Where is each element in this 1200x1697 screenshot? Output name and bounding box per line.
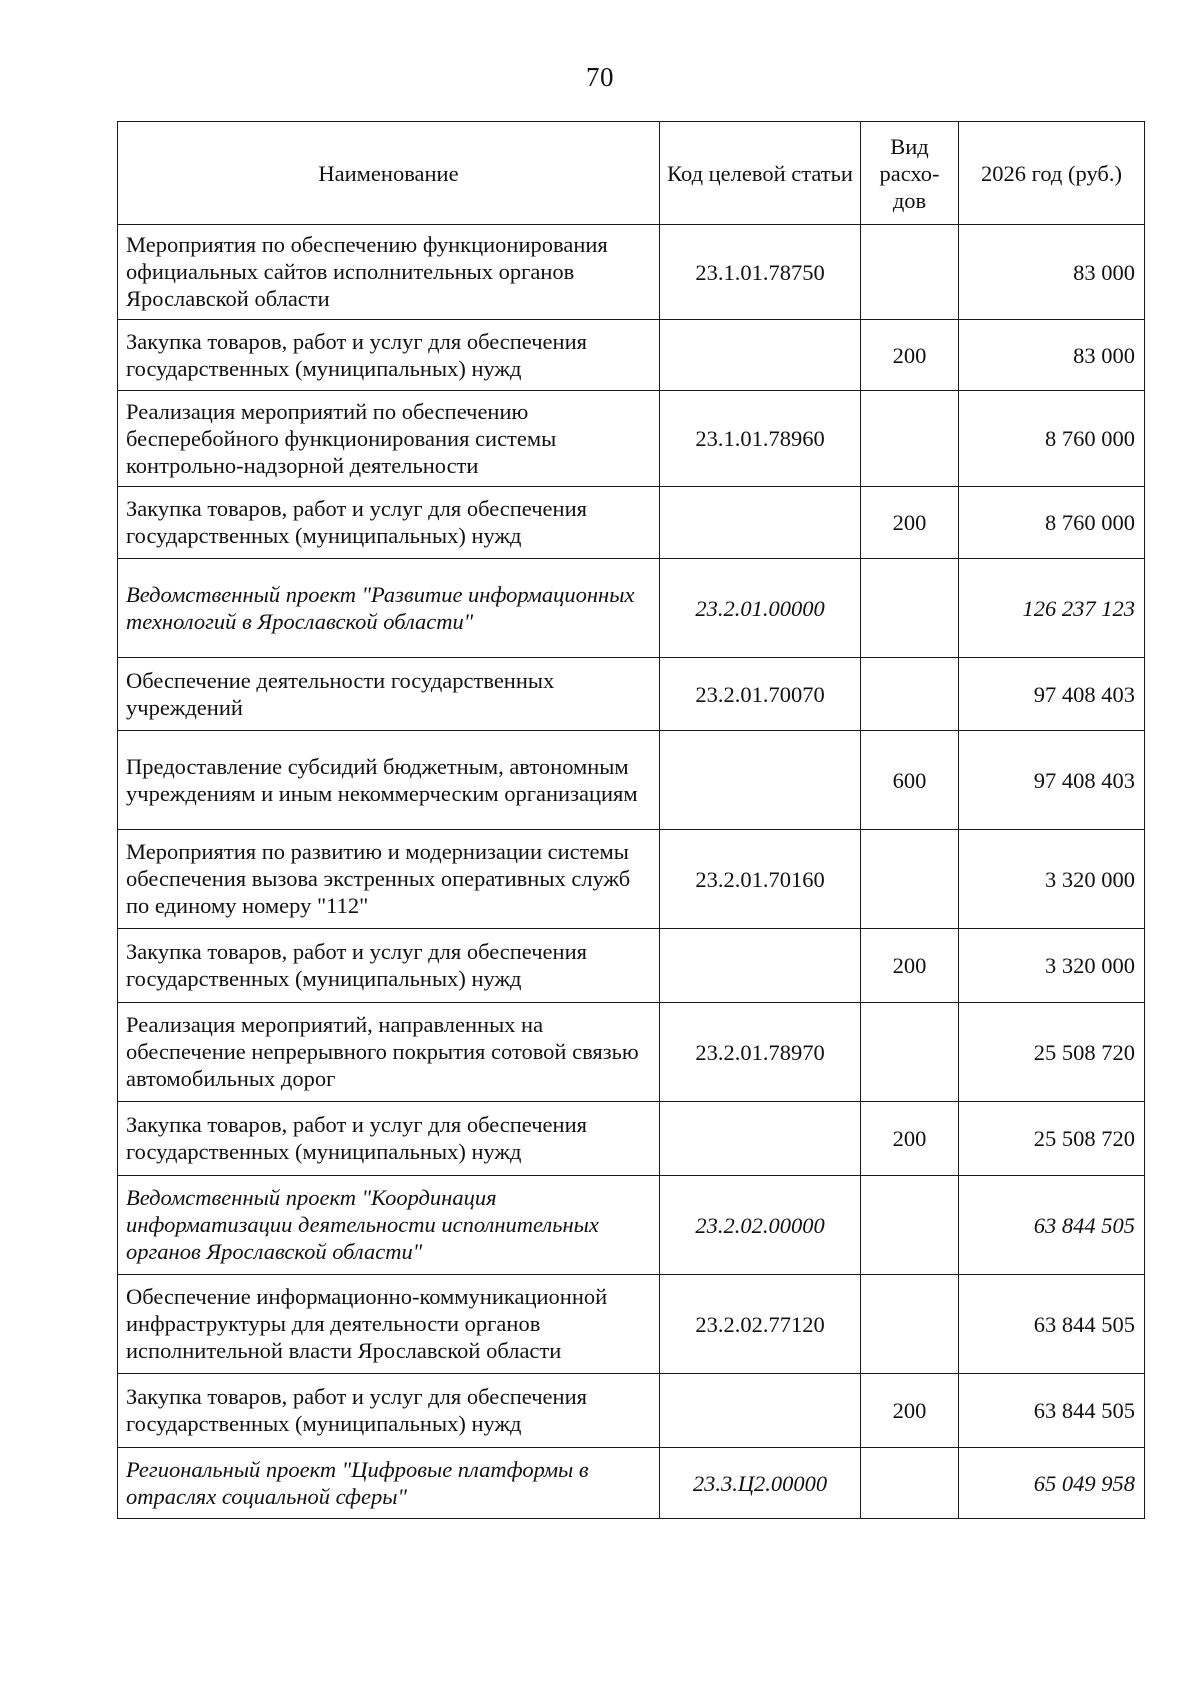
table-row [118,1176,1145,1275]
row-name: Ведомственный проект "Координация информатизации деятельности исполнительных органов Ярославской области" [118,1176,660,1275]
table-row [118,929,1145,1003]
row-code: 23.2.02.00000 [660,1176,861,1275]
table-row [118,658,1145,731]
row-kind [861,830,959,929]
row-kind: 200 [861,320,959,391]
row-code: 23.2.01.70070 [660,658,861,731]
row-name: Ведомственный проект "Развитие информационных технологий в Ярославской области" [118,559,660,658]
page-number: 70 [586,62,614,92]
row-name: Предоставление субсидий бюджетным, автономным учреждениям и иным некоммерческим организациям [118,731,660,830]
header-name: Наименование [118,122,660,225]
row-sum: 3 320 000 [959,830,1145,929]
row-sum: 126 237 123 [959,559,1145,658]
row-sum: 83 000 [959,320,1145,391]
row-sum: 63 844 505 [959,1176,1145,1275]
table-row [118,1003,1145,1102]
row-code [660,487,861,559]
row-kind [861,658,959,731]
row-code: 23.3.Ц2.00000 [660,1448,861,1519]
row-sum: 3 320 000 [959,929,1145,1003]
row-sum: 25 508 720 [959,1102,1145,1176]
row-code [660,929,861,1003]
row-name: Закупка товаров, работ и услуг для обеспечения государственных (муниципальных) нужд [118,320,660,391]
table-row [118,830,1145,929]
row-code: 23.1.01.78960 [660,391,861,487]
row-name: Закупка товаров, работ и услуг для обеспечения государственных (муниципальных) нужд [118,929,660,1003]
row-code [660,1374,861,1448]
row-sum: 97 408 403 [959,731,1145,830]
row-name: Мероприятия по развитию и модернизации системы обеспечения вызова экстренных оперативных служб по единому номеру "112" [118,830,660,929]
row-name: Закупка товаров, работ и услуг для обеспечения государственных (муниципальных) нужд [118,1102,660,1176]
table-header-row [118,122,1145,225]
row-kind [861,1448,959,1519]
row-name: Мероприятия по обеспечению функционирования официальных сайтов исполнительных органов Ярославской области [118,225,660,320]
row-code: 23.1.01.78750 [660,225,861,320]
row-code [660,320,861,391]
row-kind [861,1003,959,1102]
row-code [660,1102,861,1176]
row-sum: 83 000 [959,225,1145,320]
row-sum: 8 760 000 [959,487,1145,559]
table-row [118,225,1145,320]
row-code [660,731,861,830]
row-kind: 200 [861,1102,959,1176]
header-sum: 2026 год (руб.) [959,122,1145,225]
row-kind [861,391,959,487]
row-name: Региональный проект "Цифровые платформы в отраслях социальной сферы" [118,1448,660,1519]
row-kind [861,1275,959,1374]
row-sum: 63 844 505 [959,1374,1145,1448]
row-name: Реализация мероприятий, направленных на обеспечение непрерывного покрытия сотовой связью автомобильных дорог [118,1003,660,1102]
row-name: Обеспечение деятельности государственных учреждений [118,658,660,731]
row-name: Реализация мероприятий по обеспечению бесперебойного функционирования системы контрольно-надзорной деятельности [118,391,660,487]
row-sum: 65 049 958 [959,1448,1145,1519]
row-kind [861,559,959,658]
row-code: 23.2.01.70160 [660,830,861,929]
row-name: Закупка товаров, работ и услуг для обеспечения государственных (муниципальных) нужд [118,487,660,559]
header-kind: Вид расхо-дов [861,122,959,225]
row-kind: 600 [861,731,959,830]
budget-table [117,121,1145,1519]
table-row [118,391,1145,487]
row-name: Закупка товаров, работ и услуг для обеспечения государственных (муниципальных) нужд [118,1374,660,1448]
table-row [118,1275,1145,1374]
row-code: 23.2.01.00000 [660,559,861,658]
row-kind [861,1176,959,1275]
row-sum: 8 760 000 [959,391,1145,487]
row-kind: 200 [861,929,959,1003]
table-row [118,731,1145,830]
table-row [118,1102,1145,1176]
row-kind [861,225,959,320]
row-name: Обеспечение информационно-коммуникационной инфраструктуры для деятельности органов исполнительной власти Ярославской области [118,1275,660,1374]
table-row [118,559,1145,658]
row-sum: 25 508 720 [959,1003,1145,1102]
row-code: 23.2.01.78970 [660,1003,861,1102]
row-kind: 200 [861,1374,959,1448]
header-code: Код целевой статьи [660,122,861,225]
row-kind: 200 [861,487,959,559]
row-code: 23.2.02.77120 [660,1275,861,1374]
row-sum: 63 844 505 [959,1275,1145,1374]
table-row [118,1374,1145,1448]
row-sum: 97 408 403 [959,658,1145,731]
table-row [118,487,1145,559]
table-row [118,320,1145,391]
table-row [118,1448,1145,1519]
